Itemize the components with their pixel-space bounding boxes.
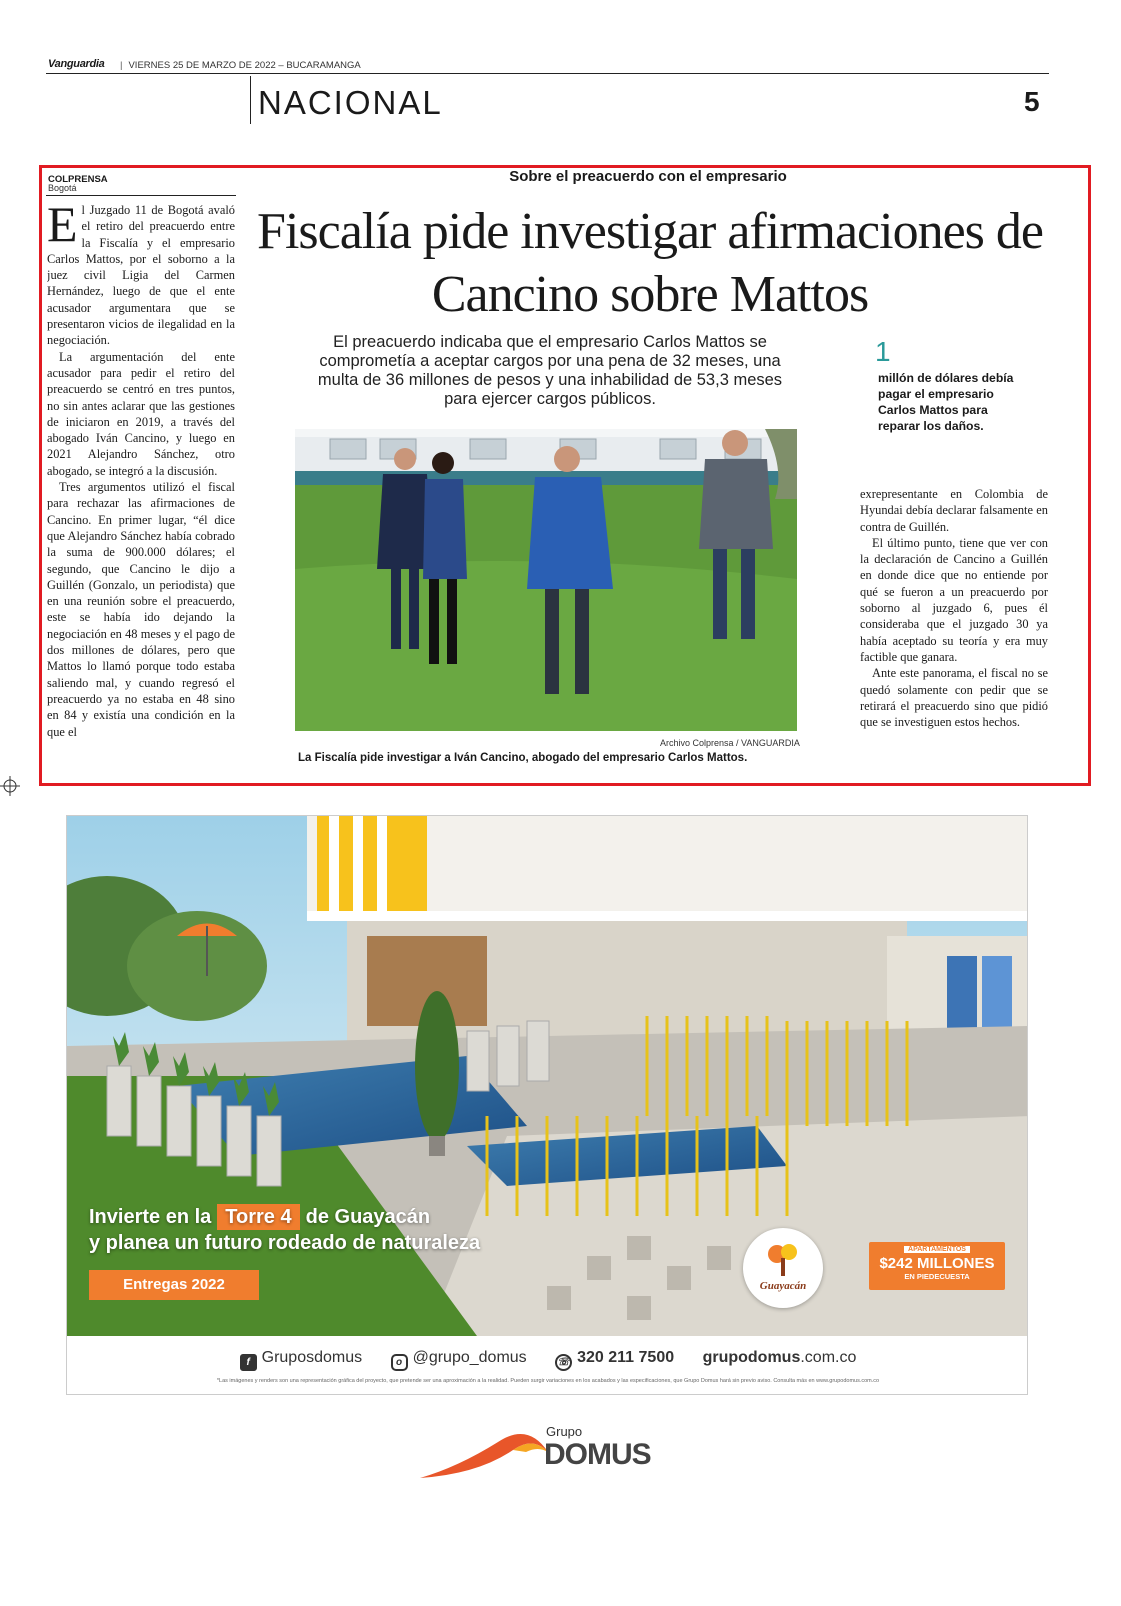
stat-text: millón de dólares debía pagar el empresario Carlos Mattos para reparar los daños. <box>878 371 1014 433</box>
body-paragraph: Tres argumentos utilizó el fiscal para rechazar las afirmaciones de Cancino. En primer lugar, “él dice que Alejandro Sánchez había cobrado la suma de 900.000 dólares; el segundo, que Cancino le dijo a Guillén (Gonzalo, un periodista) que en una reunión sobre el preacuerdo, este se había ido dejando la negociación en 48 meses y el pago de dos millones de dólares, pero que Mattos lo llamó porque todo estaba saliendo mal, y cuando regresó el preacuerdo ya no estaba en 48 sino en 84 y existía una condición en la que el <box>47 480 235 739</box>
section-title: NACIONAL <box>258 84 443 121</box>
body-paragraph: El Juzgado 11 de Bogotá avaló el retiro del preacuerdo entre la Fiscalía y el empresario Carlos Mattos, por el soborno a la juez civil Ligia del Carmen Hernández, luego de que el ente acusador argumentara que se presentaron vicios de ilegalidad en la negociación. <box>47 202 235 348</box>
facebook-icon: f <box>240 1354 257 1371</box>
guayacan-logo: Guayacán <box>743 1228 823 1308</box>
photo-illustration <box>295 429 797 731</box>
facebook-contact[interactable]: f Gruposdomus <box>240 1349 363 1366</box>
whatsapp-icon: ☏ <box>555 1354 572 1371</box>
header-rule <box>46 73 1049 74</box>
drop-cap: E <box>47 202 78 252</box>
kicker: Sobre el preacuerdo con el empresario <box>509 168 787 185</box>
photo-caption: La Fiscalía pide investigar a Iván Cancino, abogado del empresario Carlos Mattos. <box>298 752 748 764</box>
registration-mark-icon <box>0 772 20 800</box>
instagram-contact[interactable]: o @grupo_domus <box>391 1349 527 1366</box>
byline: COLPRENSA <box>48 174 108 185</box>
headline: Fiscalía pide investigar afirmaciones de Cancino sobre Mattos <box>257 203 1043 323</box>
photo-credit: Archivo Colprensa / VANGUARDIA <box>660 738 800 748</box>
masthead: Vanguardia <box>48 58 105 70</box>
domus-grupo-label: Grupo <box>546 1424 583 1439</box>
domus-name-label: DOMUS <box>544 1438 651 1471</box>
whatsapp-contact[interactable]: ☏ 320 211 7500 <box>555 1349 674 1366</box>
dateline: | VIERNES 25 DE MARZO DE 2022 – BUCARAMANGA <box>120 60 361 71</box>
ad-highlight: Torre 4 <box>217 1204 299 1230</box>
body-paragraph: Ante este panorama, el fiscal no se quedó solamente con pedir que se retirará el preacuerdo sino que pidió que se investiguen estos hechos. <box>860 666 1048 730</box>
stat-number: 1 <box>875 336 891 367</box>
deck: El preacuerdo indicaba que el empresario Carlos Mattos se comprometía a aceptar cargos por una pena de 32 meses, una multa de 36 millones de pesos y una inhabilidad de 53,3 meses para ejercer cargos públicos. <box>317 333 783 408</box>
advertisement[interactable] <box>66 815 1028 1395</box>
ad-contact-row <box>67 1349 1028 1371</box>
ad-headline-line1: Invierte en la Torre 4 de Guayacán <box>89 1206 431 1228</box>
ad-disclaimer: *Las imágenes y renders son una representación gráfica del proyecto, que pretende ser una aproximación a la realidad. Pueden surgir variaciones en los acabados y las especificaciones, que Grupo Domus hará sin previo aviso. Consulta más en www.grupodomus.com.co <box>216 1378 880 1384</box>
ad-headline-line2: y planea un futuro rodeado de naturaleza <box>89 1232 481 1254</box>
body-paragraph: La argumentación del ente acusador para pedir el retiro del preacuerdo se centró en tres puntos, no sin antes aclarar que las gestiones de iniciaron en 2019, a través del abogado Iván Cancino, y luego en 2021 Alejandro Sánchez, otro abogado, se integró a la discusión. <box>47 349 235 478</box>
byline-rule <box>46 195 236 196</box>
ad-cta-button[interactable]: Entregas 2022 <box>89 1270 259 1300</box>
body-column-left <box>47 202 235 767</box>
body-column-right <box>860 486 1048 769</box>
website-link[interactable]: grupodomus.com.co <box>702 1349 857 1366</box>
instagram-icon: o <box>391 1354 408 1371</box>
price-badge: APARTAMENTOS $242 MILLONES EN PIEDECUESTA <box>869 1242 1005 1290</box>
page-number: 5 <box>1024 86 1040 117</box>
byline-city: Bogotá <box>48 183 77 193</box>
tree-icon <box>763 1240 803 1280</box>
article-photo <box>295 429 797 731</box>
section-divider <box>250 76 251 124</box>
body-paragraph: exrepresentante en Colombia de Hyundai debía declarar falsamente en contra de Guillén. <box>860 487 1048 534</box>
body-paragraph: El último punto, tiene que ver con la declaración de Cancino a Guillén en donde dice que no entiende por qué se fueron a un preacuerdo por soborno al juzgado 6, pues él consideraba que el juzgado 30 ya había aceptado su teoría y era muy factible que ganara. <box>860 535 1048 664</box>
